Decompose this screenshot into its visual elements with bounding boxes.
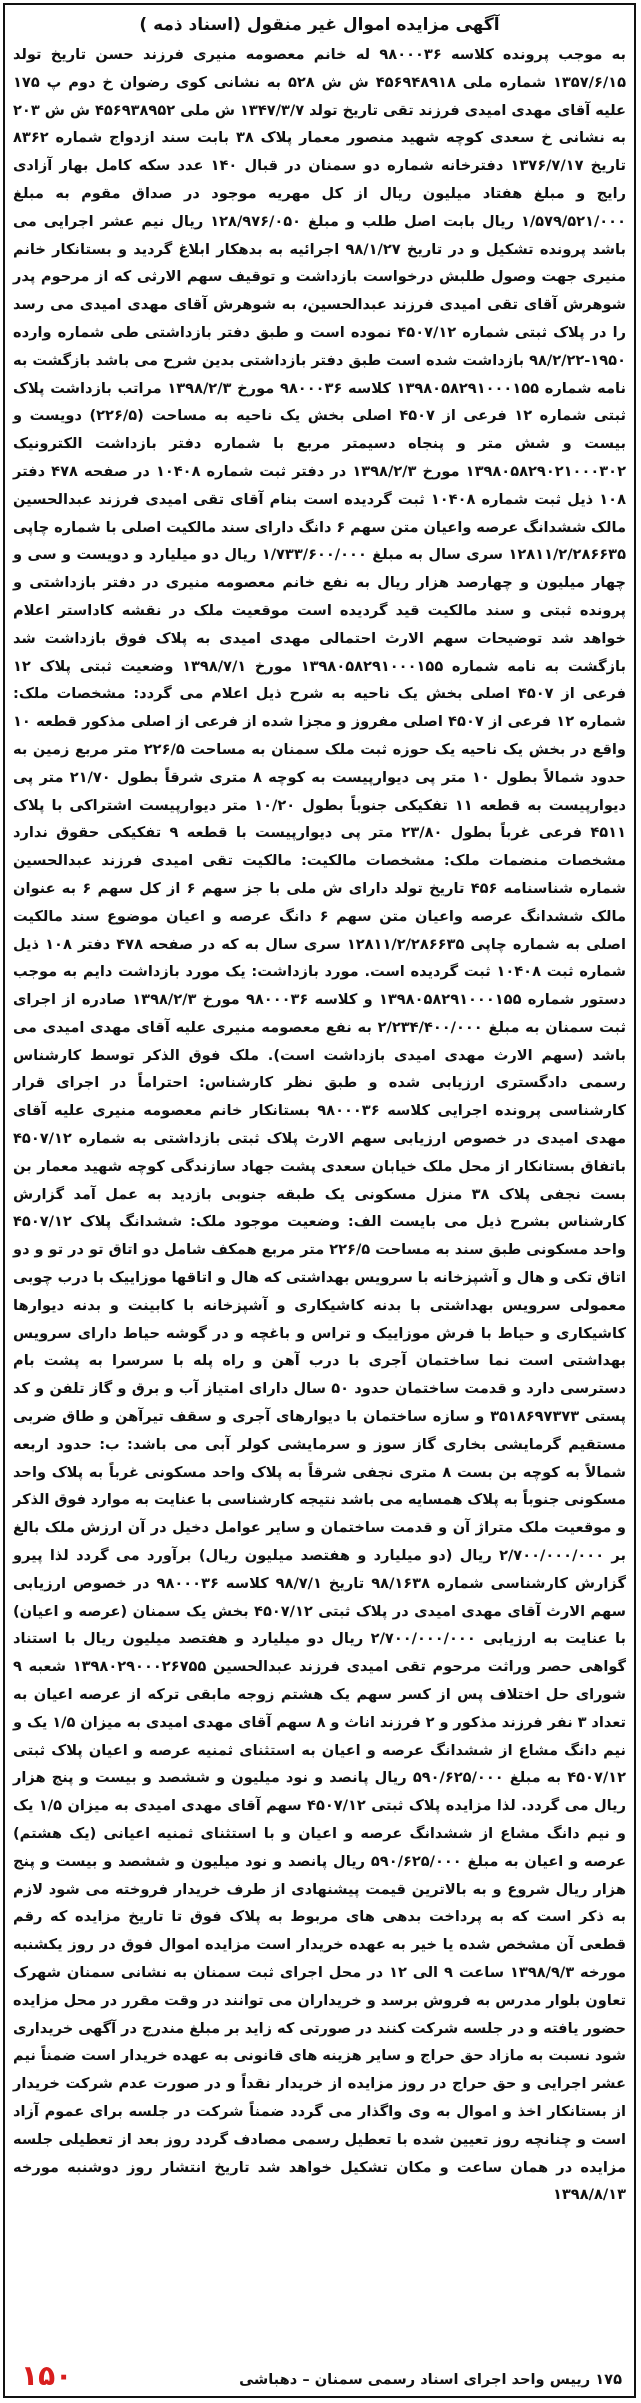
notice-frame xyxy=(3,3,636,2398)
handwritten-stamp-number: ۱۵۰ xyxy=(21,2359,73,2392)
notice-title: آگهی مزایده اموال غیر منقول (اسناد ذمه ) xyxy=(139,15,500,35)
signature-row xyxy=(13,2358,626,2392)
notice-signature: ۱۷۵ رییس واحد اجرای اسناد رسمی سمنان – دهباشی xyxy=(239,2371,622,2388)
notice-body: به موجب پرونده کلاسه ۹۸۰۰۰۳۶ له خانم معصومه منیری فرزند حسن تاریخ تولد ۱۳۵۷/۶/۱۵ شماره ملی ۴۵۶۹۴۸۹۱۸ ش ش ۵۲۸ به نشانی کوی رضوان خ دوم پ ۱۷۵ علیه آقای مهدی امیدی فرزند تقی تاریخ تولد ۱۳۴۷/۳/۷ ش ملی ۴۵۶۹۳۸۹۵۲ ش ش ۲۰۳ به نشانی خ سعدی کوچه شهید منصور معمار پلاک ۳۸ بابت سند ازدواج شماره ۸۳۶۲ تاریخ ۱۳۷۶/۷/۱۷ دفترخانه شماره دو سمنان در قبال ۱۴۰ عدد سکه کامل بهار آزادی رایج و مبلغ هفتاد میلیون ریال از کل مهریه موجود در صداق مقوم به مبلغ ۱/۵۷۹/۵۲۱/۰۰۰ ریال بابت اصل طلب و مبلغ ۱۲۸/۹۷۶/۰۵۰ ریال نیم عشر اجرایی می باشد پرونده تشکیل و در تاریخ ۹۸/۱/۲۷ اجرائیه به بدهکار ابلاغ گردید و بستانکار خانم منیری جهت وصول طلبش درخواست بازداشت و توقیف سهم الارثی که از مرحوم پدر شوهرش آقای تقی امیدی فرزند عبدالحسین، به شوهرش آقای مهدی امیدی می رسد را در پلاک ثبتی شماره ۴۵۰۷/۱۲ نموده است و طبق دفتر بازداشتی طی شماره وارده ۱۹۵۰-۹۸/۲/۲۲ بازداشت شده است طبق دفتر بازداشتی بدین شرح می باشد بازگشت به نامه شماره ۱۳۹۸۰۵۸۲۹۱۰۰۰۱۵۵ کلاسه ۹۸۰۰۰۳۶ مورخ ۱۳۹۸/۲/۳ مراتب بازداشت پلاک ثبتی شماره ۱۲ فرعی از ۴۵۰۷ اصلی بخش یک ناحیه به مساحت (۲۲۶/۵) دویست و بیست و شش متر و پنجاه دسیمتر مربع با شماره دفتر بازداشت الکترونیک ۱۳۹۸۰۵۸۲۹۰۲۱۰۰۰۳۰۲ مورخ ۱۳۹۸/۲/۳ در دفتر ثبت شماره ۱۰۴۰۸ در صفحه ۴۷۸ دفتر ۱۰۸ ذیل ثبت شماره ۱۰۴۰۸ ثبت گردیده است بنام آقای تقی امیدی فرزند عبدالحسین مالک ششدانگ عرصه واعیان متن سهم ۶ دانگ دارای سند مالکیت اصلی با شماره چاپی ۱۲۸۱۱/۲/۲۸۶۶۳۵ سری سال به مبلغ ۱/۷۳۳/۶۰۰/۰۰۰ ریال دو میلیارد و دویست و سی و چهار میلیون و چهارصد هزار ریال به نفع خانم معصومه منیری در دفتر بازداشتی و پرونده ثبتی و سند مالکیت قید گردیده است موقعیت ملک در نقشه کاداستر اعلام خواهد شد توضیحات سهم الارث احتمالی مهدی امیدی به پلاک فوق بازداشت شد بازگشت به نامه شماره ۱۳۹۸۰۵۸۲۹۱۰۰۰۱۵۵ مورخ ۱۳۹۸/۷/۱ وضعیت ثبتی پلاک ۱۲ فرعی از ۴۵۰۷ اصلی بخش یک ناحیه به شرح ذیل اعلام می گردد: مشخصات ملک: شماره ۱۲ فرعی از ۴۵۰۷ اصلی مفروز و مجزا شده از فرعی از اصلی مذکور قطعه ۱۰ واقع در بخش یک ناحیه یک حوزه ثبت ملک سمنان به مساحت ۲۲۶/۵ متر مربع زمین به حدود شمالاً بطول ۱۰ متر پی دیوارپیست به کوچه ۸ متری شرقاً بطول ۲۱/۷۰ متر پی دیوارپیست به قطعه ۱۱ تفکیکی جنوباً بطول ۱۰/۲۰ متر دیوارپیست اشتراکی با پلاک ۴۵۱۱ فرعی غرباً بطول ۲۳/۸۰ متر پی دیوارپیست با قطعه ۹ تفکیکی حقوق ندارد مشخصات منضمات ملک: مشخصات مالکیت: مالکیت تقی امیدی فرزند عبدالحسین شماره شناسنامه ۴۵۶ تاریخ تولد دارای ش ملی با جز سهم ۶ از کل سهم ۶ به عنوان مالک ششدانگ عرصه واعیان متن سهم ۶ دانگ عرصه و اعیان موضوع سند مالکیت اصلی به شماره چاپی ۱۲۸۱۱/۲/۲۸۶۶۳۵ سری سال به که در صفحه ۴۷۸ دفتر ۱۰۸ ذیل شماره ثبت ۱۰۴۰۸ ثبت گردیده است. مورد بازداشت: یک مورد بازداشت دایم به موجب دستور شماره ۱۳۹۸۰۵۸۲۹۱۰۰۰۱۵۵ و کلاسه ۹۸۰۰۰۳۶ مورخ ۱۳۹۸/۲/۳ صادره از اجرای ثبت سمنان به مبلغ ۲/۲۳۴/۴۰۰/۰۰۰ به نفع معصومه منیری علیه آقای مهدی امیدی می باشد (سهم الارث مهدی امیدی بازداشت است). ملک فوق الذکر توسط کارشناس رسمی دادگستری ارزیابی شده و طبق نظر کارشناس: احتراماً در اجرای قرار کارشناسی پرونده اجرایی کلاسه ۹۸۰۰۰۳۶ بستانکار خانم معصومه منیری علیه آقای مهدی امیدی در خصوص ارزیابی سهم الارث پلاک ثبتی بازداشتی به شماره ۴۵۰۷/۱۲ باتفاق بستانکار از محل ملک خیابان سعدی پشت جهاد سازندگی کوچه شهید معمار بن بست نجفی پلاک ۳۸ منزل مسکونی یک طبقه جنوبی بازدید به عمل آمد گزارش کارشناس بشرح ذیل می بایست الف: وضعیت موجود ملک: ششدانگ پلاک ۴۵۰۷/۱۲ واحد مسکونی طبق سند به مساحت ۲۲۶/۵ متر مربع همکف شامل دو اتاق تو در تو و دو اتاق تکی و هال و آشپزخانه با سرویس بهداشتی که هال و اتاقها موزاییک با درب چوبی معمولی سرویس بهداشتی با بدنه کاشیکاری و آشپزخانه با کابینت و بدنه دیوارها کاشیکاری و حیاط با فرش موزاییک و تراس و باغچه و در گوشه حیاط دارای سرویس بهداشتی است نما ساختمان آجری با درب آهن و راه پله با سرسرا به پشت بام دسترسی دارد و قدمت ساختمان حدود ۵۰ سال دارای امتیاز آب و برق و گاز تلفن و کد پستی ۳۵۱۸۶۹۷۳۷۳ و سازه ساختمان با دیوارهای آجری و سقف تیرآهن و طاق ضربی مستقیم گرمایشی بخاری گاز سوز و سرمایشی کولر آبی می باشد: ب: حدود اربعه شمالاً به کوچه بن بست ۸ متری نجفی شرقاً به پلاک واحد مسکونی غرباً به پلاک واحد مسکونی جنوباً به پلاک همسایه می باشد نتیجه کارشناسی با عنایت به موارد فوق الذکر و موقعیت ملک متراژ آن و قدمت ساختمان و سایر عوامل دخیل در آن ارزش ملک بالغ بر ۲/۷۰۰/۰۰۰/۰۰۰ ریال (دو میلیارد و هفتصد میلیون ریال) برآورد می گردد لذا پیرو گزارش کارشناسی شماره ۹۸/۱۶۳۸ تاریخ ۹۸/۷/۱ کلاسه ۹۸۰۰۰۳۶ در خصوص ارزیابی سهم الارث آقای مهدی امیدی در پلاک ثبتی ۴۵۰۷/۱۲ بخش یک سمنان (عرصه و اعیان) با عنایت به ارزیابی ۲/۷۰۰/۰۰۰/۰۰۰ ریال دو میلیارد و هفتصد میلیون ریال با استناد گواهی حصر وراثت مرحوم تقی امیدی فرزند عبدالحسین ۱۳۹۸۰۲۹۰۰۰۲۶۷۵۵ شعبه ۹ شورای حل اختلاف پس از کسر سهم یک هشتم زوجه مابقی ترکه از عرصه اعیان به تعداد ۳ نفر فرزند مذکور و ۲ فرزند اناث و ۸ سهم آقای مهدی امیدی به میزان ۱/۵ یک و نیم دانگ مشاع از ششدانگ عرصه و اعیان به استثنای ثمنیه عرصه و اعیان پلاک ثبتی ۴۵۰۷/۱۲ به مبلغ ۵۹۰/۶۲۵/۰۰۰ ریال پانصد و نود میلیون و ششصد و بیست و پنج هزار ریال می گردد. لذا مزایده پلاک ثبتی ۴۵۰۷/۱۲ سهم آقای مهدی امیدی به میزان ۱/۵ یک و نیم دانگ مشاع از ششدانگ عرصه و اعیان و با استثنای ثمنیه اعیانی (یک هشتم) عرصه و اعیان به مبلغ ۵۹۰/۶۲۵/۰۰۰ ریال پانصد و نود میلیون و ششصد و بیست و پنج هزار ریال شروع و به بالاترین قیمت پیشنهادی از طرف خریدار فروخته می شود لازم به ذکر است که به پرداخت بدهی های مربوط به پلاک فوق تا تاریخ مزایده که رقم قطعی آن مشخص شده یا خیر به عهده خریدار است مزایده اموال فوق در روز یکشنبه مورخه ۱۳۹۸/۹/۳ ساعت ۹ الی ۱۲ در محل اجرای ثبت سمنان به نشانی سمنان شهرک تعاون بلوار مدرس به فروش برسد و خریداران می توانند در وقت مقرر در محل مزایده حضور یافته و در جلسه شرکت کنند در صورتی که زاید بر مبلغ مندرج در آگهی خریداری شود نسبت به مازاد حق حراج و سایر هزینه های قانونی به عهده خریدار است ضمناً نیم عشر اجرایی و حق حراج در روز مزایده از خریدار نقداً و در صورت عدم شرکت خریدار از بستانکار اخذ و اموال به وی واگذار می گردد ضمناً شرکت در جلسه برای عموم آزاد است و چنانچه روز تعیین شده با تعطیل رسمی مصادف گردد روز بعد از تعطیلی جلسه مزایده در همان ساعت و مکان تشکیل خواهد شد تاریخ انتشار روز دوشنبه مورخه ۱۳۹۸/۸/۱۳ xyxy=(13,46,627,2204)
